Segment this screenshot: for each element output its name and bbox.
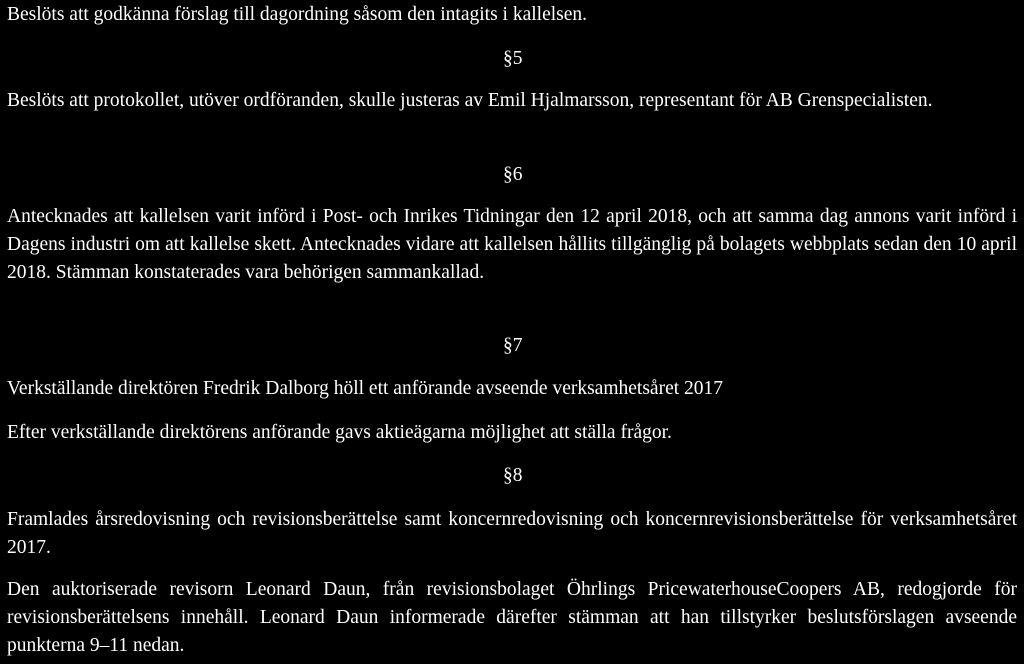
paragraph-notice-published: Antecknades att kallelsen varit införd i Post- och Inrikes Tidningar den 12 april 2018, och att samma dag annons varit införd i Dagens industri om att kallelse skett. Antecknades vidare att kallelsen hållits tillgänglig på bolagets webbplats sedan den 10 april 2018. Stämman konstaterades vara behörigen sammankallad. [7,206,1017,283]
section-heading-7: §7 [503,335,523,356]
section-heading-5: §5 [503,48,523,69]
paragraph-annual-report: Framlades årsredovisning och revisionsberättelse samt koncernredovisning och koncernrevisionsberättelse för verksamhetsåret 2017. [7,509,1017,558]
paragraph-agenda-approval: Beslöts att godkänna förslag till dagordning såsom den intagits i kallelsen. [7,4,588,25]
paragraph-shareholder-questions: Efter verkställande direktörens anförande gavs aktieägarna möjlighet att ställa frågor. [7,422,672,443]
paragraph-auditor-report: Den auktoriserade revisorn Leonard Daun, från revisionsbolaget Öhrlings PricewaterhouseCoopers AB, redogjorde för revisionsberättelsens innehåll. Leonard Daun informerade därefter stämman att han tillstyrker beslutsförslagen avseende punkterna 9–11 nedan. [7,579,1017,656]
paragraph-minutes-adjuster: Beslöts att protokollet, utöver ordföranden, skulle justeras av Emil Hjalmarsson, representant för AB Grenspecialisten. [7,90,933,111]
section-heading-6: §6 [503,164,523,185]
paragraph-ceo-speech: Verkställande direktören Fredrik Dalborg höll ett anförande avseende verksamhetsåret 2017 [7,378,724,399]
section-heading-8: §8 [503,465,523,486]
